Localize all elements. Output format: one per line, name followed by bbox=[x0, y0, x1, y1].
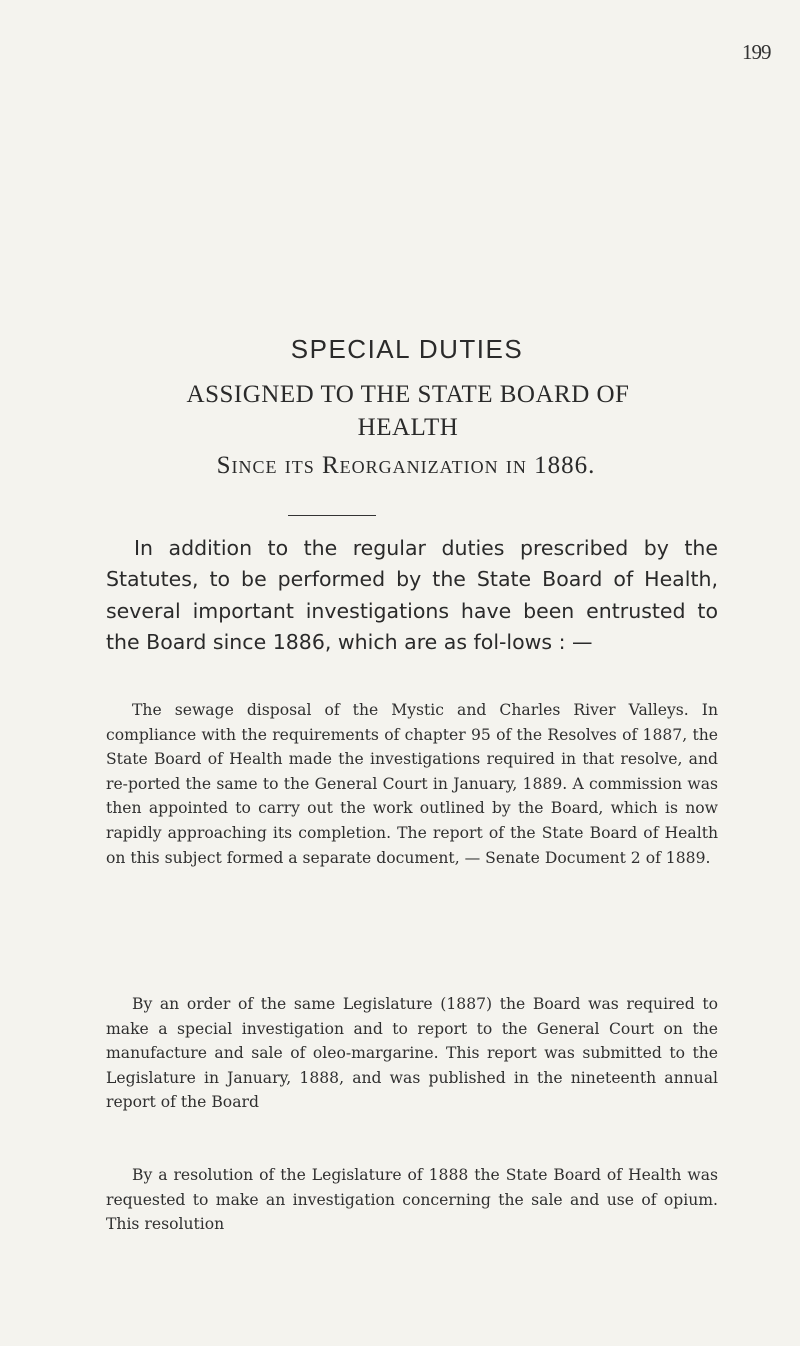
body-paragraph: By a resolution of the Legislature of 1888 the State Board of Health was requested to make an investigation concerning the sale and use of opium. This resolution bbox=[106, 1166, 718, 1234]
intro-paragraph: In addition to the regular duties prescribed by the Statutes, to be performed by the State Board of Health, several important investigations have been entrusted to the Board since 1886, which are as fol-lows : — bbox=[106, 536, 718, 655]
section-divider bbox=[288, 515, 376, 516]
subtitle-line-1: ASSIGNED TO THE STATE BOARD OF bbox=[186, 381, 630, 408]
since-line: Since its Reorganization in 1886. bbox=[216, 452, 596, 479]
body-paragraph: The sewage disposal of the Mystic and Charles River Valleys. In compliance with the requirements of chapter 95 of the Resolves of 1887, the State Board of Health made the investigations required in that resolve, and re-ported the same to the General Court in January, 1889. A commission was then appointed to carry out the work outlined by the Board, which is now rapidly approaching its completion. The report of the State Board of Health on this subject formed a separate document, — Senate Document 2 of 1889. bbox=[106, 701, 718, 867]
page-number: 199 bbox=[742, 40, 771, 64]
subtitle-line-2: HEALTH bbox=[357, 414, 459, 441]
body-paragraph: By an order of the same Legislature (1887) the Board was required to make a special investigation and to report to the General Court on the manufacture and sale of oleo-margarine. This report was submitted to the Legislature in January, 1888, and was published in the nineteenth annual report of the Board bbox=[106, 995, 718, 1112]
page-subtitle bbox=[8, 378, 800, 444]
page-title: SPECIAL DUTIES bbox=[290, 334, 524, 364]
